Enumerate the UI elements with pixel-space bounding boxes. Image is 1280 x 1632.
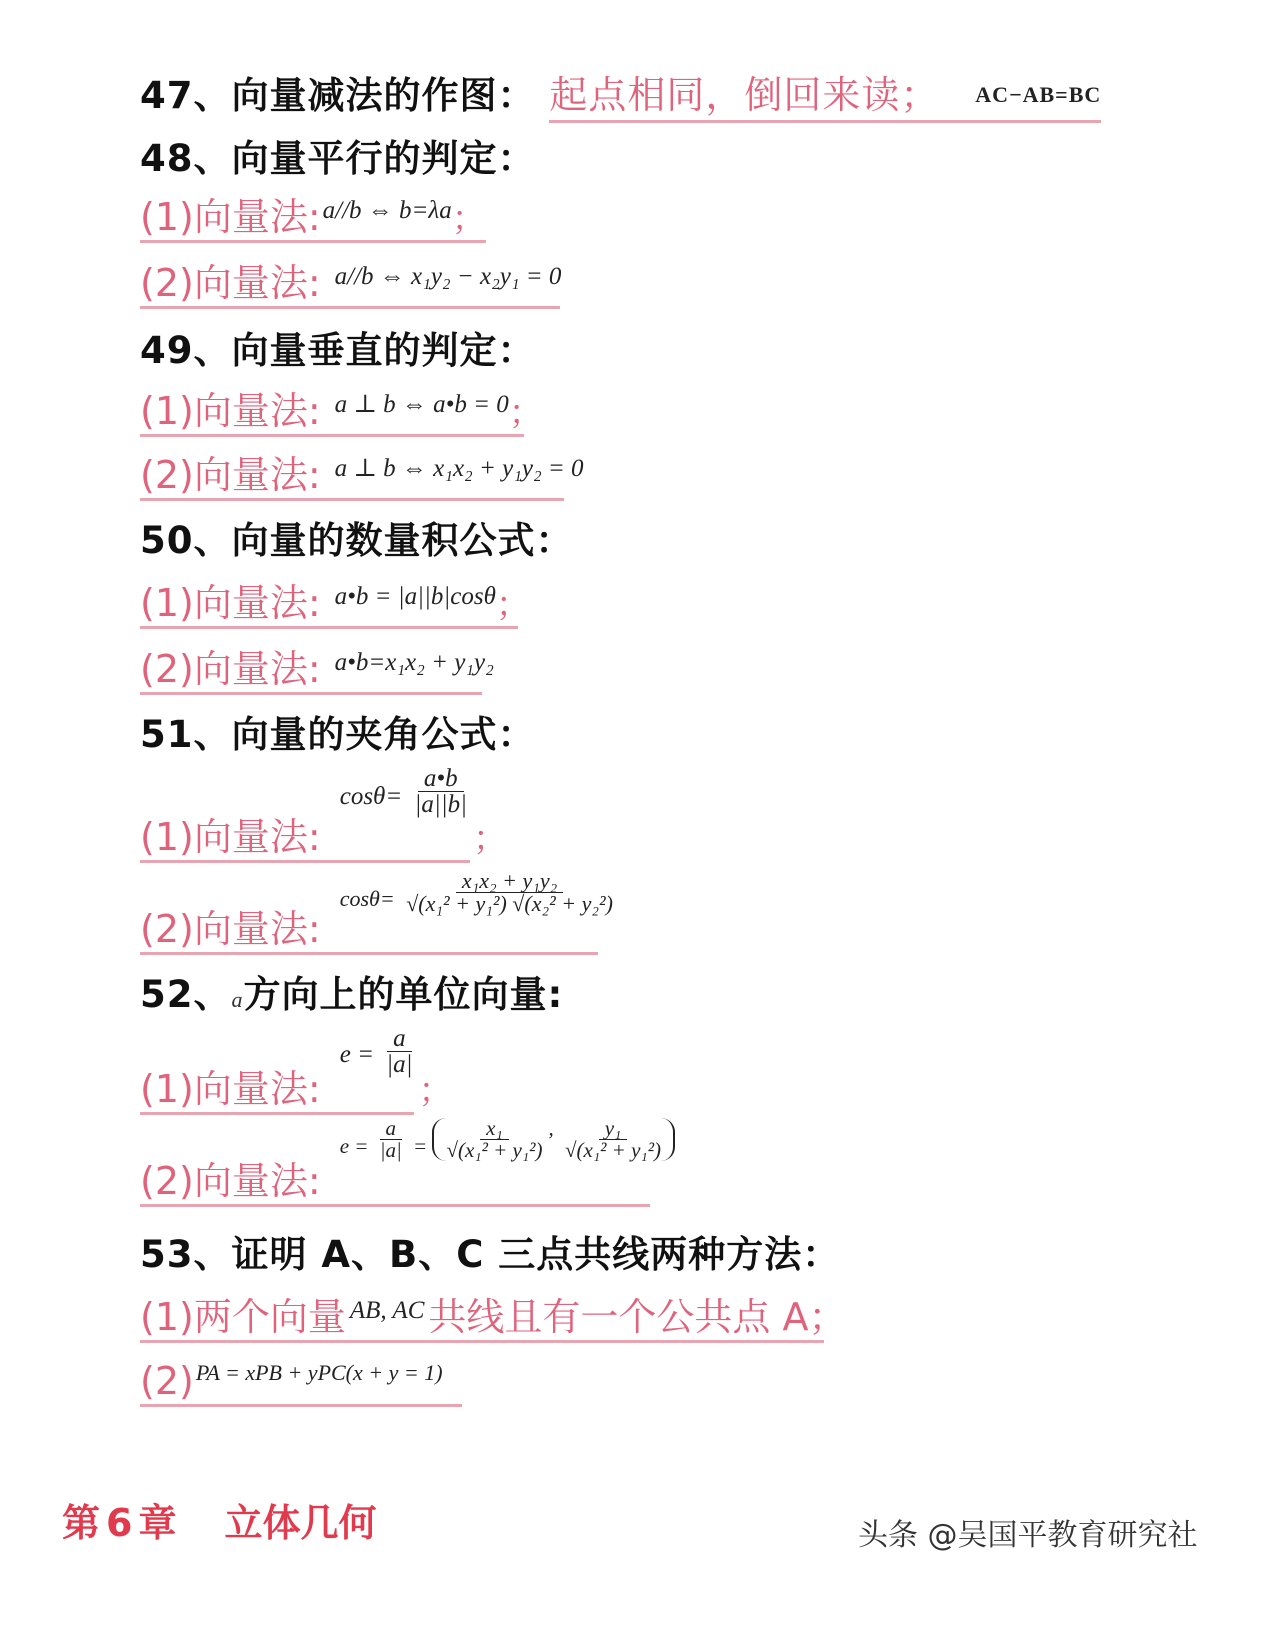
- method-49-1: [140, 389, 543, 437]
- fraction-x: [440, 1118, 548, 1161]
- colon: ：: [497, 329, 536, 372]
- method-rest: 共线且有一个公共点 A；: [428, 1295, 847, 1339]
- method-label: (2): [140, 1359, 194, 1403]
- colon: ：: [497, 137, 536, 180]
- chapter-suffix: 章: [138, 1501, 177, 1545]
- item-number: 52、: [140, 973, 232, 1016]
- method-50-1: [140, 581, 530, 629]
- semicolon: ；: [451, 199, 486, 239]
- method-label: (2)向量法:: [140, 261, 321, 305]
- denominator: |a|: [386, 1051, 413, 1078]
- method-label: (1)向量法:: [140, 581, 321, 625]
- item-title: 向量的数量积公式: [231, 519, 536, 562]
- colon: :: [547, 973, 564, 1016]
- formula: PA = xPB + yPC(x + y = 1): [195, 1360, 443, 1385]
- chapter-heading: [62, 1492, 377, 1547]
- method-label: (2)向量法:: [140, 1159, 321, 1203]
- formula: a•b=x₁x₂ + y₁y₂: [334, 649, 494, 676]
- equals: =: [413, 1134, 428, 1158]
- method-label: (1)向量法:: [140, 389, 321, 433]
- formula: a•b = |a||b|cosθ: [334, 583, 496, 610]
- method-label: (2)向量法:: [140, 647, 321, 691]
- fraction: [374, 1118, 408, 1161]
- method-53-2: [140, 1359, 462, 1407]
- chapter-title: 立体几何: [224, 1501, 377, 1545]
- method-49-2: [140, 453, 584, 501]
- item-title: 向量减法的作图: [231, 74, 498, 117]
- formula-lhs: cosθ=: [339, 783, 403, 810]
- method-label: (2)向量法:: [140, 453, 321, 497]
- numerator: y₁: [599, 1118, 628, 1140]
- item-number: 48、: [140, 137, 232, 180]
- formula: a ⊥ b ⇔ x₁x₂ + y₁y₂ = 0: [334, 455, 584, 482]
- method-52-1: [140, 1025, 453, 1115]
- denominator: |a|: [379, 1138, 402, 1162]
- vector-a: a: [231, 987, 244, 1012]
- denominator: √(x₁² + y₁²): [564, 1138, 662, 1162]
- item-number: 47、: [140, 74, 232, 117]
- formula: AB, AC: [349, 1297, 425, 1324]
- denominator: √(x₁² + y₁²) √(x₂² + y₂²): [406, 891, 613, 916]
- semicolon: ；: [472, 819, 507, 859]
- method-label: (1)两个向量: [140, 1295, 346, 1339]
- watermark: 头条 @吴国平教育研究社: [858, 1518, 1198, 1553]
- colon: ：: [802, 1233, 841, 1276]
- item-number: 51、: [140, 713, 232, 756]
- item-title: 证明 A、B、C 三点共线两种方法: [231, 1233, 803, 1276]
- colon: ：: [497, 713, 536, 756]
- semicolon: ；: [418, 1071, 453, 1111]
- method-52-2: (2)向量法: e = $\frac{a}{|a|}$ = $\frac{\text{x₁}}{\text{√(x₁² + y₁²)}}$ , $\frac{\text{y₁}}{\text{√(x₁² + y₁²)}}$: [140, 1118, 650, 1207]
- heading-51: [140, 713, 536, 756]
- method-51-1: [140, 765, 507, 863]
- method-label: (1)向量法:: [140, 815, 321, 859]
- item-number: 49、: [140, 329, 232, 372]
- numerator: x₁: [480, 1118, 509, 1140]
- numerator: a•b: [418, 766, 464, 792]
- method-53-1: [140, 1295, 847, 1343]
- semicolon: ；: [495, 585, 530, 625]
- formula-lhs: e =: [339, 1134, 369, 1158]
- heading-50: [140, 519, 574, 562]
- formula: a ⊥ b ⇔ a•b = 0: [334, 391, 509, 418]
- fraction-y: [559, 1118, 667, 1161]
- numerator: x₁x₂ + y₁y₂: [456, 870, 564, 893]
- colon: ：: [535, 519, 574, 562]
- fraction: [400, 870, 619, 915]
- method-48-1: [140, 195, 486, 243]
- item-number: 53、: [140, 1233, 232, 1276]
- heading-52: [140, 973, 564, 1016]
- formula-lhs: e =: [339, 1041, 374, 1068]
- formula-lhs: cosθ=: [339, 886, 395, 911]
- method-51-2: [140, 868, 613, 955]
- method-50-2: [140, 647, 494, 695]
- method-label: (1)向量法:: [140, 1067, 321, 1111]
- formula: a//b ⇔ x₁y₂ − x₂y₁ = 0: [334, 263, 562, 290]
- formula: AC−AB=BC: [975, 82, 1102, 107]
- heading-49: [140, 329, 536, 372]
- colon: ：: [497, 74, 536, 117]
- method-48-2: [140, 261, 562, 309]
- denominator: √(x₁² + y₁²): [446, 1138, 543, 1162]
- heading-53: [140, 1233, 841, 1276]
- item-title: 向量平行的判定: [231, 137, 498, 180]
- fraction: [408, 766, 473, 817]
- chapter-prefix: 第: [62, 1501, 101, 1545]
- item-title: 向量垂直的判定: [231, 329, 498, 372]
- heading-47: [140, 73, 1102, 123]
- method-label: (1)向量法:: [140, 195, 321, 239]
- heading-48: [140, 137, 536, 180]
- chapter-number: 6: [106, 1501, 133, 1545]
- item-number: 50、: [140, 519, 232, 562]
- numerator: a: [387, 1026, 412, 1052]
- item-title: 向量的夹角公式: [231, 713, 498, 756]
- method-label: (2)向量法:: [140, 907, 321, 951]
- semicolon: ；: [508, 393, 543, 433]
- numerator: a: [380, 1118, 403, 1140]
- rule-text: 起点相同，倒回来读；: [549, 73, 940, 117]
- item-title: 方向上的单位向量: [243, 973, 548, 1016]
- denominator: |a||b|: [414, 791, 467, 818]
- fraction: [380, 1026, 418, 1077]
- formula: a//b ⇔ b=λa: [322, 197, 452, 224]
